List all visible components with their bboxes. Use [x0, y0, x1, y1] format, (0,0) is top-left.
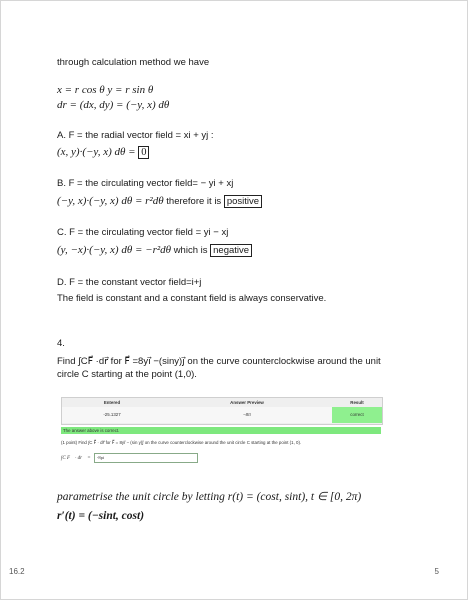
part-a-label: A. F = the radial vector field = xi + yj : [57, 130, 214, 141]
header-preview: Answer Preview [230, 400, 264, 405]
embedded-answer-screenshot [61, 397, 381, 471]
part-a-answer-box: 0 [138, 146, 149, 159]
part-b-calc: (−y, x)·(−y, x) dθ = r²dθ [57, 195, 164, 207]
part-c-text: which is [173, 245, 208, 256]
part-b-text: therefore it is [166, 196, 222, 207]
derivative-text: r′(t) = (−sint, cost) [57, 510, 145, 522]
part-d-label: D. F = the constant vector field=i+j [57, 277, 202, 288]
answer-input-label: ∫C F⃗ · dr⃗ = [61, 456, 91, 462]
answer-input-row [61, 453, 198, 463]
part-c-calc: (y, −x)·(−y, x) dθ = −r²dθ [57, 244, 172, 256]
part-c-label: C. F = the circulating vector field = yi − xj [57, 227, 229, 238]
part-c-answer-box: negative [210, 244, 252, 257]
part-d-text: The field is constant and a constant field is always conservative. [57, 293, 327, 304]
part-c-calc-line [57, 244, 252, 257]
parametrisation-text: parametrise the unit circle by letting r(t) = (cost, sint), t ∈ [0, 2π) [57, 491, 362, 503]
cell-result: correct [332, 407, 382, 423]
part-a-calc: (x, y)·(−y, x) dθ = [57, 146, 136, 158]
part-b-label: B. F = the circulating vector field= − yi + xj [57, 178, 234, 189]
header-result: Result [350, 400, 364, 405]
part-a-calc-line [57, 146, 149, 159]
question-text: Find ∫CF⃗ ·dr⃗ for F⃗ =8yi⃗ −(siny)j⃗ on the curve counterclockwise around the unit circle C starting at the point (1,0). [57, 356, 381, 380]
answer-table [61, 397, 383, 425]
cell-entered: -25.1327 [62, 407, 162, 423]
footer-left: 16.2 [9, 567, 25, 576]
footer-right-page-number: 5 [434, 567, 439, 576]
intro-text: through calculation method we have [57, 57, 210, 68]
correct-message: The answer above is correct. [61, 427, 381, 434]
problem-statement: (1 point) Find ∫C F⃗ · dr⃗ for F⃗ = 8yi⃗ − (sin y)j⃗ on the curve counterclockwise around the unit circle C starting at the point (1, 0). [61, 440, 302, 445]
equation-polar: x = r cos θ y = r sin θ [57, 84, 154, 96]
equation-differential: dr = (dx, dy) = (−y, x) dθ [57, 99, 170, 111]
header-entered: Entered [103, 400, 121, 405]
question-number: 4. [57, 338, 65, 349]
part-b-answer-box: positive [224, 195, 262, 208]
cell-preview: −8π [162, 407, 332, 423]
part-b-calc-line [57, 195, 262, 208]
answer-input-field[interactable]: -8pi [94, 453, 198, 463]
